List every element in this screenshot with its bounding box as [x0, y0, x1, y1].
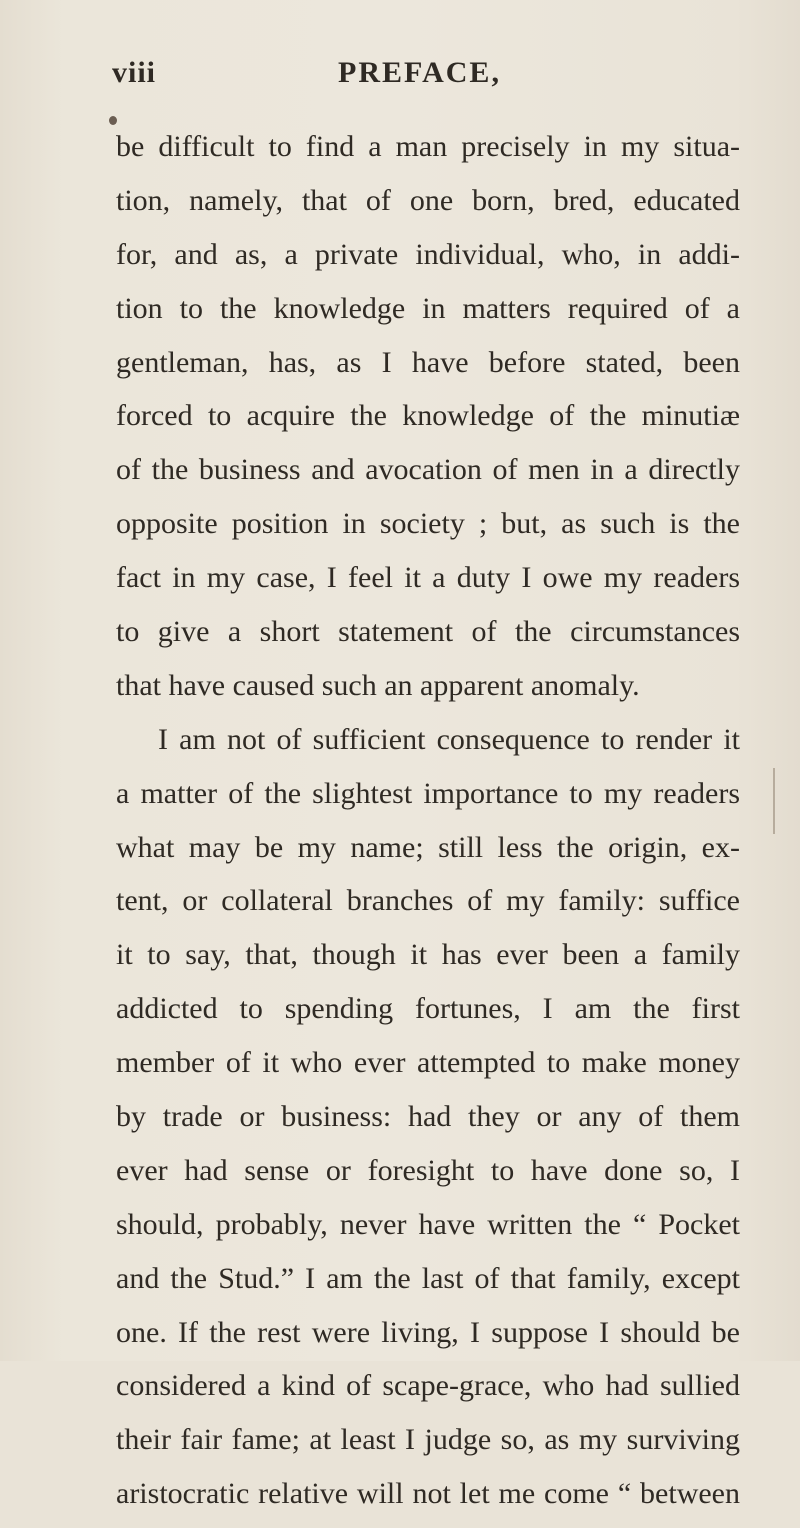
text-line: aristocratic relative will not let me come “ between: [116, 1477, 740, 1511]
text-line: considered a kind of scape-grace, who had sullied: [116, 1369, 740, 1403]
running-head: [112, 56, 740, 100]
text-line: one. If the rest were living, I suppose I should be: [116, 1315, 740, 1349]
text-line: for, and as, a private individual, who, in addi-: [116, 237, 740, 271]
text-line: tion to the knowledge in matters required of a: [116, 291, 740, 325]
text-line: gentleman, has, as I have before stated, been: [116, 345, 740, 379]
text-line: addicted to spending fortunes, I am the first: [116, 992, 740, 1026]
text-line: ever had sense or foresight to have done so, I: [116, 1153, 740, 1187]
text-line: by trade or business: had they or any of them: [116, 1100, 740, 1134]
page-number: viii: [112, 56, 157, 89]
text-line: and the Stud.” I am the last of that family, except: [116, 1261, 740, 1295]
text-line: it to say, that, though it has ever been a family: [116, 938, 740, 972]
text-line: member of it who ever attempted to make money: [116, 1046, 740, 1080]
text-line: should, probably, never have written the “ Pocket: [116, 1207, 740, 1241]
text-line: be difficult to find a man precisely in my situa-: [116, 130, 740, 163]
ink-spot: [109, 116, 117, 125]
text-line: I am not of sufficient consequence to render it: [158, 722, 740, 756]
running-title: PREFACE,: [338, 56, 501, 89]
text-line: their fair fame; at least I judge so, as my surviving: [116, 1423, 740, 1457]
text-line: a matter of the slightest importance to my readers: [116, 776, 740, 810]
text-line: what may be my name; still less the origin, ex-: [116, 830, 740, 864]
text-line: forced to acquire the knowledge of the minutiæ: [116, 399, 740, 433]
page-edge-mark: [773, 768, 775, 834]
text-line: tion, namely, that of one born, bred, educated: [116, 183, 740, 217]
text-line: tent, or collateral branches of my family: suffice: [116, 884, 740, 918]
text-line: fact in my case, I feel it a duty I owe my readers: [116, 561, 740, 595]
text-line: to give a short statement of the circumstances: [116, 615, 740, 649]
text-line: of the business and avocation of men in a directly: [116, 453, 740, 487]
body-text: [116, 127, 740, 1528]
text-line: that have caused such an apparent anomaly.: [116, 668, 640, 702]
text-line: opposite position in society ; but, as such is the: [116, 507, 740, 541]
